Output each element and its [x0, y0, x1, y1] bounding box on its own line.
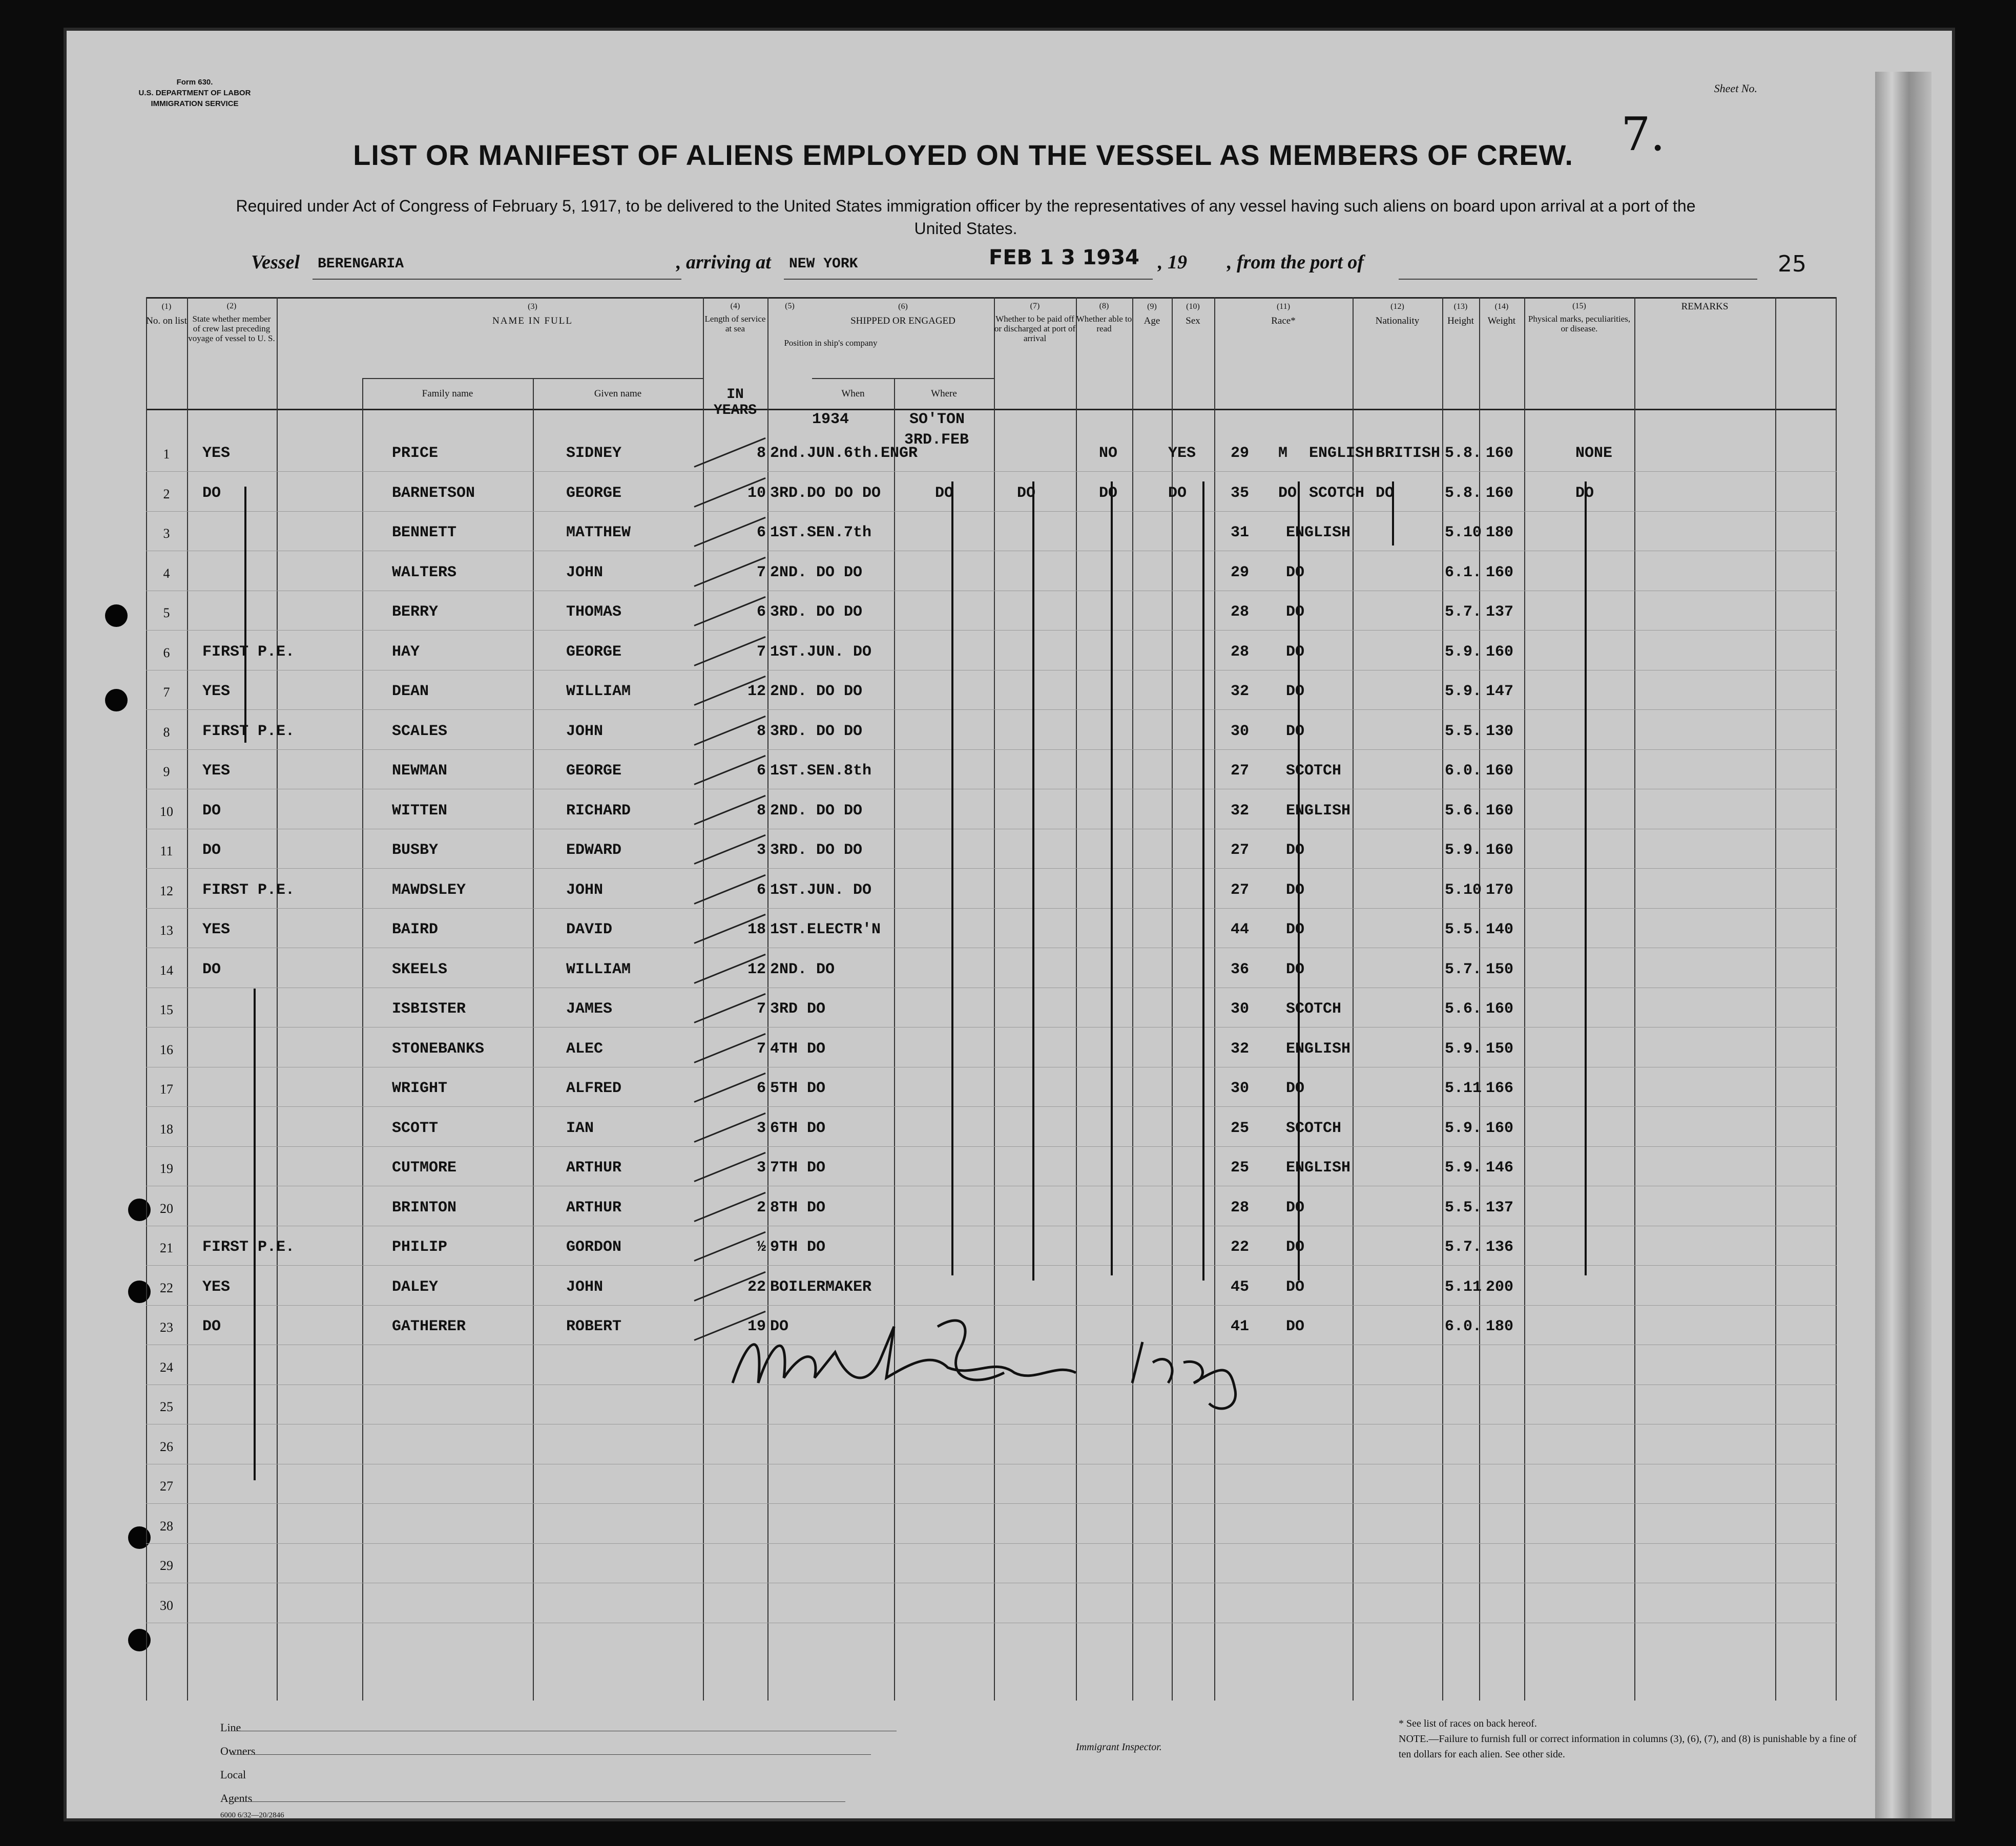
cell-service: 22: [747, 1278, 766, 1296]
cell-read: DO: [1168, 484, 1187, 502]
cell-no: 29: [160, 1558, 173, 1573]
col-header-nationality: (12) Nationality: [1375, 302, 1420, 326]
col-header-name: (3) NAME IN FULL: [492, 302, 573, 326]
cell-height: 6.0.: [1445, 1318, 1482, 1335]
cell-height: 5.7.: [1445, 1239, 1482, 1256]
cell-no: 15: [160, 1002, 173, 1017]
cell-weight: 150: [1486, 960, 1514, 978]
cell-height: 5.5.: [1445, 722, 1482, 740]
arriving-port: NEW YORK: [789, 256, 858, 272]
cell-family: SKEELS: [392, 960, 448, 978]
cell-no: 13: [160, 923, 173, 938]
cell-age: 45: [1231, 1278, 1250, 1296]
cell-given: JOHN: [566, 563, 604, 581]
cell-height: 5.5.: [1445, 1199, 1482, 1216]
cell-position: 3RD. DO DO: [770, 722, 863, 740]
race-note: * See list of races on back hereof.: [1399, 1718, 1537, 1729]
year-label: , 19: [1158, 251, 1187, 273]
date-stamp: FEB 1 3 1934: [989, 246, 1139, 269]
cell-state: YES: [202, 921, 231, 938]
cell-service: 12: [747, 960, 766, 978]
col-header-position: Position in ship's company: [784, 338, 878, 348]
cell-age: 36: [1231, 960, 1250, 978]
cell-position: 5TH DO: [770, 1080, 826, 1097]
sheet-count: 25: [1778, 251, 1806, 277]
cell-age: 27: [1231, 762, 1250, 780]
department: U.S. DEPARTMENT OF LABOR: [138, 89, 251, 97]
cell-family: MAWDSLEY: [392, 881, 466, 899]
inspector-signature: [717, 1306, 1306, 1419]
cell-given: JOHN: [566, 722, 604, 740]
cell-age: 35: [1231, 484, 1250, 502]
cell-family: ISBISTER: [392, 1000, 466, 1018]
cell-weight: 160: [1486, 762, 1514, 780]
cell-weight: 160: [1486, 1119, 1514, 1137]
cell-height: 6.0.: [1445, 762, 1482, 780]
cell-service: 6: [756, 524, 766, 541]
cell-age: 27: [1231, 881, 1250, 899]
cell-state: DO: [202, 484, 221, 502]
cell-state: DO: [202, 802, 221, 820]
cell-position: 3RD. DO DO: [770, 842, 863, 859]
cell-given: JOHN: [566, 1278, 604, 1296]
cell-weight: 160: [1486, 445, 1514, 462]
cell-height: 5.7.: [1445, 603, 1482, 621]
cell-sex: M: [1278, 445, 1288, 462]
cell-given: THOMAS: [566, 603, 622, 621]
subhead-family: Family name: [422, 388, 473, 399]
cell-height: 5.6.: [1445, 802, 1482, 820]
cell-given: GEORGE: [566, 762, 622, 780]
col-header-read: (8) Whether able to read: [1076, 302, 1132, 333]
cell-weight: 137: [1486, 1199, 1514, 1216]
cell-race: ENGLISH: [1286, 802, 1351, 820]
cell-race: DO: [1286, 683, 1305, 700]
col-header-shipped: (6) SHIPPED OR ENGAGED: [850, 302, 955, 326]
cell-service: 7: [756, 1000, 766, 1018]
cell-weight: 160: [1486, 563, 1514, 581]
cell-age: 32: [1231, 802, 1250, 820]
cell-position: 2ND. DO DO: [770, 802, 863, 820]
cell-nationality: DO: [1376, 484, 1395, 502]
page-edges: [1875, 72, 1931, 1818]
cell-position: 2ND. DO DO: [770, 683, 863, 700]
cell-no: 6: [163, 645, 170, 660]
cell-nationality: BRITISH: [1376, 445, 1441, 462]
fine-note: NOTE.—Failure to furnish full or correct information in columns (3), (6), (7), and (8) is punishable by a fine of ten dollars for each alien. See other side.: [1399, 1733, 1857, 1760]
vessel-label: Vessel: [251, 251, 300, 273]
cell-family: BRINTON: [392, 1199, 457, 1216]
cell-age: 25: [1231, 1159, 1250, 1177]
cell-race: DO: [1286, 1080, 1305, 1097]
col-header-race: (11) Race*: [1271, 302, 1296, 326]
cell-family: SCALES: [392, 722, 448, 740]
subhead-when: When: [841, 388, 865, 399]
col-header-sex: (10) Sex: [1186, 302, 1200, 326]
cell-state: YES: [202, 1278, 231, 1296]
cell-position: 1ST.SEN.8th: [770, 762, 872, 780]
cell-sex: DO: [1278, 484, 1297, 502]
cell-age: 27: [1231, 842, 1250, 859]
cell-position: 9TH DO: [770, 1239, 826, 1256]
cell-age: 31: [1231, 524, 1250, 541]
cell-race: DO: [1286, 1199, 1305, 1216]
subhead-years: IN YEARS: [713, 387, 757, 418]
cell-marks: DO: [1575, 484, 1594, 502]
cell-given: GEORGE: [566, 643, 622, 661]
cell-race: DO: [1286, 1278, 1305, 1296]
col-header-remarks: REMARKS: [1681, 301, 1729, 312]
cell-weight: 137: [1486, 603, 1514, 621]
cell-race: DO: [1286, 1239, 1305, 1256]
cell-family: WITTEN: [392, 802, 448, 820]
vessel-name: BERENGARIA: [318, 256, 404, 272]
cell-position: 6TH DO: [770, 1119, 826, 1137]
cell-height: 5.10: [1445, 881, 1482, 899]
cell-marks: NONE: [1575, 445, 1613, 462]
engaged-date: 3RD.FEB: [904, 431, 969, 449]
col-header-no: (1) No. on list: [146, 302, 187, 326]
cell-service: ½: [756, 1239, 766, 1256]
cell-given: RICHARD: [566, 802, 631, 820]
cell-height: 5.9.: [1445, 683, 1482, 700]
cell-given: ALFRED: [566, 1080, 622, 1097]
punch-hole: [105, 604, 128, 627]
cell-service: 7: [756, 643, 766, 661]
cell-family: BERRY: [392, 603, 439, 621]
cell-position: 3RD DO: [770, 1000, 826, 1018]
cell-age: 32: [1231, 1040, 1250, 1058]
col-header-height: (13) Height: [1447, 302, 1474, 326]
cell-height: 5.10: [1445, 524, 1482, 541]
cell-position: 2ND. DO: [770, 960, 835, 978]
cell-no: 12: [160, 883, 173, 898]
cell-height: 5.9.: [1445, 1119, 1482, 1137]
cell-service: 6: [756, 762, 766, 780]
cell-no: 30: [160, 1598, 173, 1613]
cell-position: 2ND. DO DO: [770, 563, 863, 581]
footer-note: [1399, 1716, 1860, 1762]
engaged-port: SO'TON: [909, 411, 965, 428]
cell-weight: 180: [1486, 524, 1514, 541]
cell-given: ROBERT: [566, 1318, 622, 1335]
col-header-position-num: (5): [785, 302, 795, 310]
cell-weight: 150: [1486, 1040, 1514, 1058]
cell-service: 8: [756, 445, 766, 462]
cell-family: CUTMORE: [392, 1159, 457, 1177]
cell-height: 6.1.: [1445, 563, 1482, 581]
cell-given: JAMES: [566, 1000, 613, 1018]
cell-age: 30: [1231, 1080, 1250, 1097]
cell-position: 8TH DO: [770, 1199, 826, 1216]
cell-family: STONEBANKS: [392, 1040, 485, 1058]
cell-position: BOILERMAKER: [770, 1278, 872, 1296]
cell-no: 19: [160, 1161, 173, 1176]
cell-service: 6: [756, 1080, 766, 1097]
cell-family: DALEY: [392, 1278, 439, 1296]
cell-race: ENGLISH: [1309, 445, 1374, 462]
arriving-label: , arriving at: [676, 251, 771, 273]
cell-race: DO: [1286, 603, 1305, 621]
cell-family: BUSBY: [392, 842, 439, 859]
col-header-age: (9) Age: [1144, 302, 1160, 326]
cell-state: FIRST P.E.: [202, 1239, 295, 1256]
cell-state: DO: [202, 960, 221, 978]
col-header-weight: (14) Weight: [1487, 302, 1516, 326]
cell-given: JOHN: [566, 881, 604, 899]
form-number: Form 630.: [176, 78, 213, 87]
cell-age: 41: [1231, 1318, 1250, 1335]
cell-family: WRIGHT: [392, 1080, 448, 1097]
cell-no: 26: [160, 1439, 173, 1454]
cell-no: 27: [160, 1479, 173, 1494]
cell-family: DEAN: [392, 683, 429, 700]
cell-paid: NO: [1099, 445, 1118, 462]
cell-service: 3: [756, 1159, 766, 1177]
cell-weight: 180: [1486, 1318, 1514, 1335]
cell-given: MATTHEW: [566, 524, 631, 541]
cell-no: 25: [160, 1399, 173, 1414]
cell-family: BAIRD: [392, 921, 439, 938]
printer-mark: 6000 6/32—20/2846: [220, 1811, 284, 1818]
cell-race: DO: [1286, 881, 1305, 899]
col-header-paid-off: (7) Whether to be paid off or discharged at port of arrival: [994, 302, 1076, 343]
cell-position: DO: [770, 1318, 789, 1335]
cell-service: 8: [756, 802, 766, 820]
crew-table: [146, 297, 1837, 1701]
cell-no: 28: [160, 1518, 173, 1534]
cell-given: WILLIAM: [566, 683, 631, 700]
signature-text: Hunter Lane Insp: [717, 1416, 721, 1417]
cell-race: SCOTCH: [1309, 484, 1365, 502]
cell-family: PRICE: [392, 445, 439, 462]
cell-height: 5.9.: [1445, 1040, 1482, 1058]
cell-age: 28: [1231, 643, 1250, 661]
cell-family: NEWMAN: [392, 762, 448, 780]
cell-service: 12: [747, 683, 766, 700]
cell-state: YES: [202, 683, 231, 700]
cell-family: WALTERS: [392, 563, 457, 581]
cell-no: 24: [160, 1359, 173, 1375]
cell-given: ARTHUR: [566, 1159, 622, 1177]
cell-no: 9: [163, 764, 170, 779]
cell-height: 5.9.: [1445, 842, 1482, 859]
cell-state: FIRST P.E.: [202, 722, 295, 740]
cell-weight: 160: [1486, 643, 1514, 661]
cell-weight: 140: [1486, 921, 1514, 938]
cell-no: 17: [160, 1082, 173, 1097]
cell-no: 22: [160, 1280, 173, 1295]
cell-position: 1ST.ELECTR'N: [770, 921, 881, 938]
cell-state: DO: [202, 1318, 221, 1335]
cell-no: 7: [163, 685, 170, 700]
cell-age: 29: [1231, 563, 1250, 581]
cell-race: DO: [1286, 563, 1305, 581]
cell-state: FIRST P.E.: [202, 643, 295, 661]
cell-age: 30: [1231, 1000, 1250, 1018]
cell-service: 3: [756, 842, 766, 859]
cell-position: 1ST.JUN. DO: [770, 881, 872, 899]
col-header-marks: (15) Physical marks, peculiarities, or disease.: [1528, 302, 1631, 333]
cell-family: HAY: [392, 643, 420, 661]
cell-no: 23: [160, 1320, 173, 1335]
cell-family: BENNETT: [392, 524, 457, 541]
form-identifier: [118, 77, 272, 109]
cell-given: ALEC: [566, 1040, 604, 1058]
cell-weight: 170: [1486, 881, 1514, 899]
cell-service: 10: [747, 484, 766, 502]
cell-no: 4: [163, 565, 170, 581]
cell-no: 5: [163, 605, 170, 620]
sheet-number-value: 7.: [1621, 108, 1665, 161]
cell-state: YES: [202, 445, 231, 462]
cell-family: BARNETSON: [392, 484, 475, 502]
cell-race: SCOTCH: [1286, 1000, 1342, 1018]
cell-given: GEORGE: [566, 484, 622, 502]
cell-no: 2: [163, 486, 170, 501]
cell-race: DO: [1286, 722, 1305, 740]
cell-race: DO: [1286, 643, 1305, 661]
manifest-page: [67, 31, 1952, 1818]
document-subtitle: Required under Act of Congress of February 5, 1917, to be delivered to the United States immigration officer by the representatives of any vessel having such aliens on board upon arrival at a port of the United States.: [236, 197, 1696, 238]
vessel-line: [251, 246, 1829, 282]
cell-service: 8: [756, 722, 766, 740]
cell-given: SIDNEY: [566, 445, 622, 462]
cell-weight: 160: [1486, 1000, 1514, 1018]
cell-position: 4TH DO: [770, 1040, 826, 1058]
cell-race: DO: [1286, 1318, 1305, 1335]
cell-where: DO: [1017, 484, 1036, 502]
cell-race: DO: [1286, 960, 1305, 978]
cell-height: 5.5.: [1445, 921, 1482, 938]
cell-state: DO: [202, 842, 221, 859]
cell-weight: 130: [1486, 722, 1514, 740]
cell-race: SCOTCH: [1286, 762, 1342, 780]
cell-given: WILLIAM: [566, 960, 631, 978]
cell-age: 32: [1231, 683, 1250, 700]
cell-given: GORDON: [566, 1239, 622, 1256]
cell-height: 5.6.: [1445, 1000, 1482, 1018]
cell-race: ENGLISH: [1286, 1040, 1351, 1058]
col-header-length: (4) Length of service at sea: [704, 302, 766, 333]
cell-no: 11: [160, 844, 173, 858]
cell-height: 5.9.: [1445, 1159, 1482, 1177]
cell-race: ENGLISH: [1286, 1159, 1351, 1177]
cell-height: 5.11: [1445, 1278, 1482, 1296]
cell-age: 29: [1231, 445, 1250, 462]
cell-when: DO: [935, 484, 954, 502]
cell-age: 22: [1231, 1239, 1250, 1256]
cell-position: 3RD. DO DO: [770, 603, 863, 621]
cell-no: 18: [160, 1121, 173, 1137]
cell-position: 1ST.JUN. DO: [770, 643, 872, 661]
cell-age: 44: [1231, 921, 1250, 938]
cell-no: 14: [160, 962, 173, 978]
cell-service: 6: [756, 881, 766, 899]
cell-position: 7TH DO: [770, 1159, 826, 1177]
cell-height: 5.11: [1445, 1080, 1482, 1097]
cell-service: 7: [756, 563, 766, 581]
cell-weight: 166: [1486, 1080, 1514, 1097]
cell-no: 20: [160, 1201, 173, 1216]
cell-weight: 160: [1486, 484, 1514, 502]
cell-given: ARTHUR: [566, 1199, 622, 1216]
cell-given: DAVID: [566, 921, 613, 938]
document-title: LIST OR MANIFEST OF ALIENS EMPLOYED ON THE VESSEL AS MEMBERS OF CREW.: [353, 139, 1573, 171]
cell-position: 1ST.SEN.7th: [770, 524, 872, 541]
cell-no: 3: [163, 526, 170, 541]
cell-service: 19: [747, 1318, 766, 1335]
from-label: , from the port of: [1227, 251, 1364, 273]
inspector-label: Immigrant Inspector.: [1076, 1742, 1162, 1753]
cell-weight: 160: [1486, 802, 1514, 820]
cell-paid: DO: [1099, 484, 1118, 502]
cell-no: 8: [163, 724, 170, 740]
cell-race: ENGLISH: [1286, 524, 1351, 541]
cell-family: SCOTT: [392, 1119, 439, 1137]
cell-race: SCOTCH: [1286, 1119, 1342, 1137]
engaged-year: 1934: [812, 411, 849, 428]
cell-service: 18: [747, 921, 766, 938]
cell-height: 5.8.: [1445, 445, 1482, 462]
cell-given: EDWARD: [566, 842, 622, 859]
cell-weight: 147: [1486, 683, 1514, 700]
cell-no: 10: [160, 804, 173, 819]
cell-service: 7: [756, 1040, 766, 1058]
cell-race: DO: [1286, 921, 1305, 938]
cell-age: 30: [1231, 722, 1250, 740]
subhead-where: Where: [931, 388, 957, 399]
punch-hole: [105, 689, 128, 711]
cell-no: 21: [160, 1241, 173, 1255]
service: IMMIGRATION SERVICE: [151, 99, 239, 108]
cell-no: 1: [163, 447, 170, 462]
cell-no: 16: [160, 1042, 173, 1057]
cell-height: 5.9.: [1445, 643, 1482, 661]
cell-weight: 200: [1486, 1278, 1514, 1296]
cell-read: YES: [1168, 445, 1196, 462]
cell-position: 2nd.JUN.6th.ENGR: [770, 445, 918, 462]
cell-family: GATHERER: [392, 1318, 466, 1335]
cell-state: FIRST P.E.: [202, 881, 295, 899]
cell-service: 2: [756, 1199, 766, 1216]
cell-weight: 136: [1486, 1239, 1514, 1256]
footer-fields: Line Owners Local Agents 6000 6/32—20/2846: [220, 1716, 897, 1818]
sheet-number-label: Sheet No.: [1714, 82, 1757, 95]
cell-age: 28: [1231, 603, 1250, 621]
cell-age: 25: [1231, 1119, 1250, 1137]
cell-age: 28: [1231, 1199, 1250, 1216]
subhead-given: Given name: [594, 388, 642, 399]
cell-position: 3RD.DO DO DO: [770, 484, 881, 502]
cell-race: DO: [1286, 842, 1305, 859]
cell-weight: 160: [1486, 842, 1514, 859]
col-header-state: (2) State whether member of crew last preceding voyage of vessel to U. S.: [188, 302, 275, 343]
cell-family: PHILIP: [392, 1239, 448, 1256]
cell-height: 5.8.: [1445, 484, 1482, 502]
cell-state: YES: [202, 762, 231, 780]
cell-service: 6: [756, 603, 766, 621]
cell-service: 3: [756, 1119, 766, 1137]
cell-weight: 146: [1486, 1159, 1514, 1177]
cell-given: IAN: [566, 1119, 594, 1137]
cell-height: 5.7.: [1445, 960, 1482, 978]
